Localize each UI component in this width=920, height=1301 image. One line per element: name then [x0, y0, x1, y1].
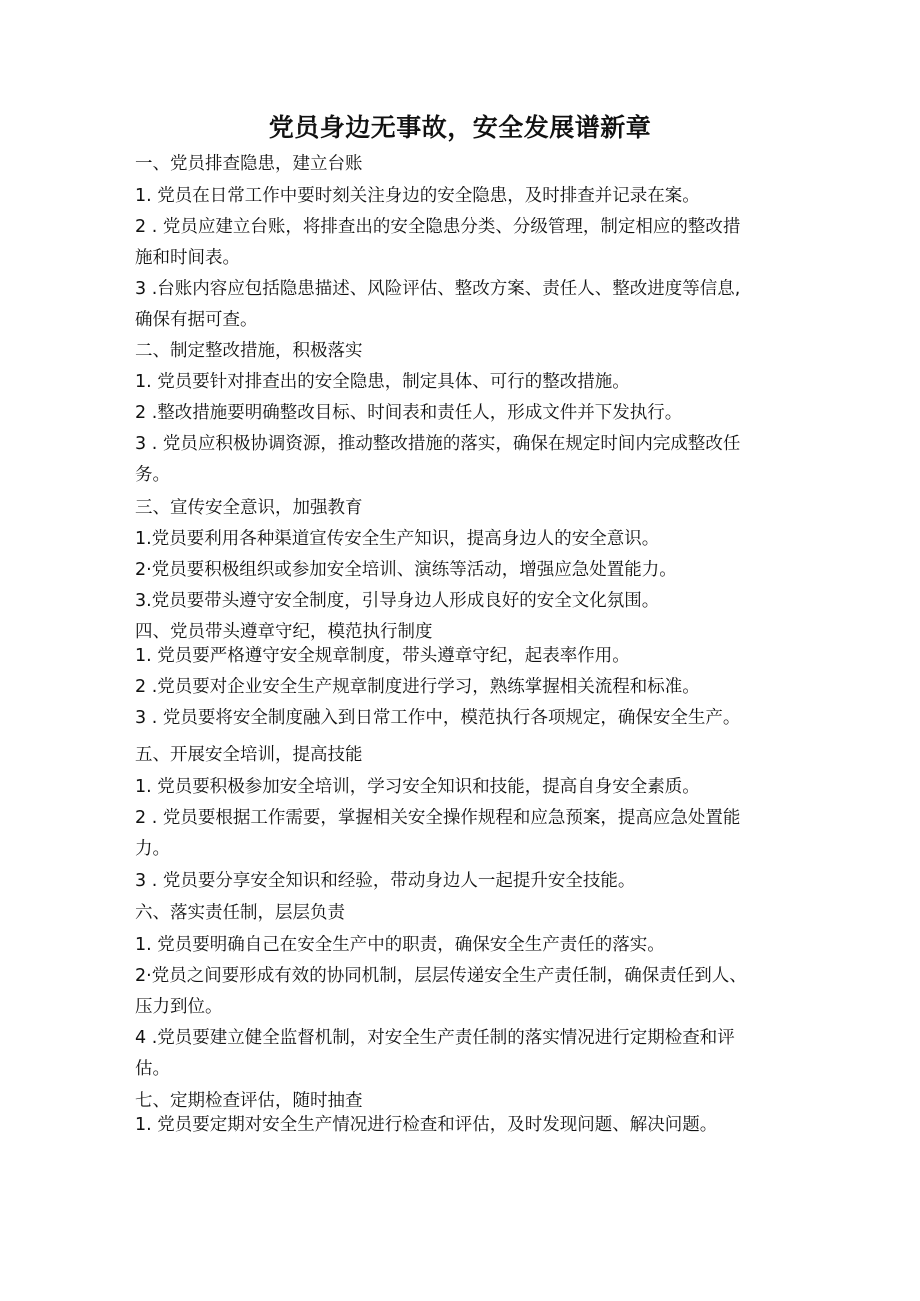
paragraph-line: 3 .台账内容应包括隐患描述、风险评估、整改方案、责任人、整改进度等信息, [135, 279, 741, 299]
paragraph-line: 2·党员之间要形成有效的协同机制，层层传递安全生产责任制，确保责任到人、 [135, 966, 747, 986]
paragraph-line: 力。 [135, 839, 170, 859]
paragraph-line: 1. 党员要针对排查出的安全隐患，制定具体、可行的整改措施。 [135, 372, 630, 392]
paragraph-line: 2·党员要积极组织或参加安全培训、演练等活动，增强应急处置能力。 [135, 560, 677, 580]
paragraph-line: 估。 [135, 1059, 170, 1079]
paragraph-line: 3 . 党员要将安全制度融入到日常工作中，模范执行各项规定，确保安全生产。 [135, 708, 741, 728]
section-heading: 五、开展安全培训，提高技能 [135, 745, 363, 765]
paragraph-line: 1. 党员要定期对安全生产情况进行检查和评估，及时发现问题、解决问题。 [135, 1115, 718, 1135]
paragraph-line: 4 .党员要建立健全监督机制，对安全生产责任制的落实情况进行定期检查和评 [135, 1028, 735, 1048]
paragraph-line: 2 .党员要对企业安全生产规章制度进行学习，熟练掌握相关流程和标准。 [135, 677, 700, 697]
paragraph-line: 务。 [135, 465, 170, 485]
paragraph-line: 2 . 党员应建立台账，将排查出的安全隐患分类、分级管理，制定相应的整改措 [135, 217, 741, 237]
paragraph-line: 2 .整改措施要明确整改目标、时间表和责任人，形成文件并下发执行。 [135, 403, 683, 423]
paragraph-line: 1.党员要利用各种渠道宣传安全生产知识，提高身边人的安全意识。 [135, 529, 660, 549]
section-heading: 四、党员带头遵章守纪，模范执行制度 [135, 622, 433, 642]
paragraph-line: 1. 党员要明确自己在安全生产中的职责，确保安全生产责任的落实。 [135, 935, 665, 955]
paragraph-line: 施和时间表。 [135, 248, 240, 268]
section-heading: 一、党员排查隐患，建立台账 [135, 154, 363, 174]
paragraph-line: 3 . 党员应积极协调资源，推动整改措施的落实，确保在规定时间内完成整改任 [135, 434, 741, 454]
paragraph-line: 压力到位。 [135, 997, 223, 1017]
paragraph-line: 3.党员要带头遵守安全制度，引导身边人形成良好的安全文化氛围。 [135, 591, 660, 611]
paragraph-line: 确保有据可查。 [135, 310, 258, 330]
section-heading: 三、宣传安全意识，加强教育 [135, 498, 363, 518]
document-title: 党员身边无事故，安全发展谱新章 [268, 113, 652, 142]
paragraph-line: 1. 党员在日常工作中要时刻关注身边的安全隐患，及时排查并记录在案。 [135, 186, 700, 206]
section-heading: 六、落实责任制，层层负责 [135, 903, 345, 923]
paragraph-line: 3 . 党员要分享安全知识和经验，带动身边人一起提升安全技能。 [135, 871, 636, 891]
section-heading: 七、定期检查评估，随时抽查 [135, 1091, 363, 1111]
section-heading: 二、制定整改措施，积极落实 [135, 341, 363, 361]
paragraph-line: 2 . 党员要根据工作需要，掌握相关安全操作规程和应急预案，提高应急处置能 [135, 808, 741, 828]
paragraph-line: 1. 党员要严格遵守安全规章制度，带头遵章守纪，起表率作用。 [135, 646, 630, 666]
paragraph-line: 1. 党员要积极参加安全培训，学习安全知识和技能，提高自身安全素质。 [135, 777, 700, 797]
